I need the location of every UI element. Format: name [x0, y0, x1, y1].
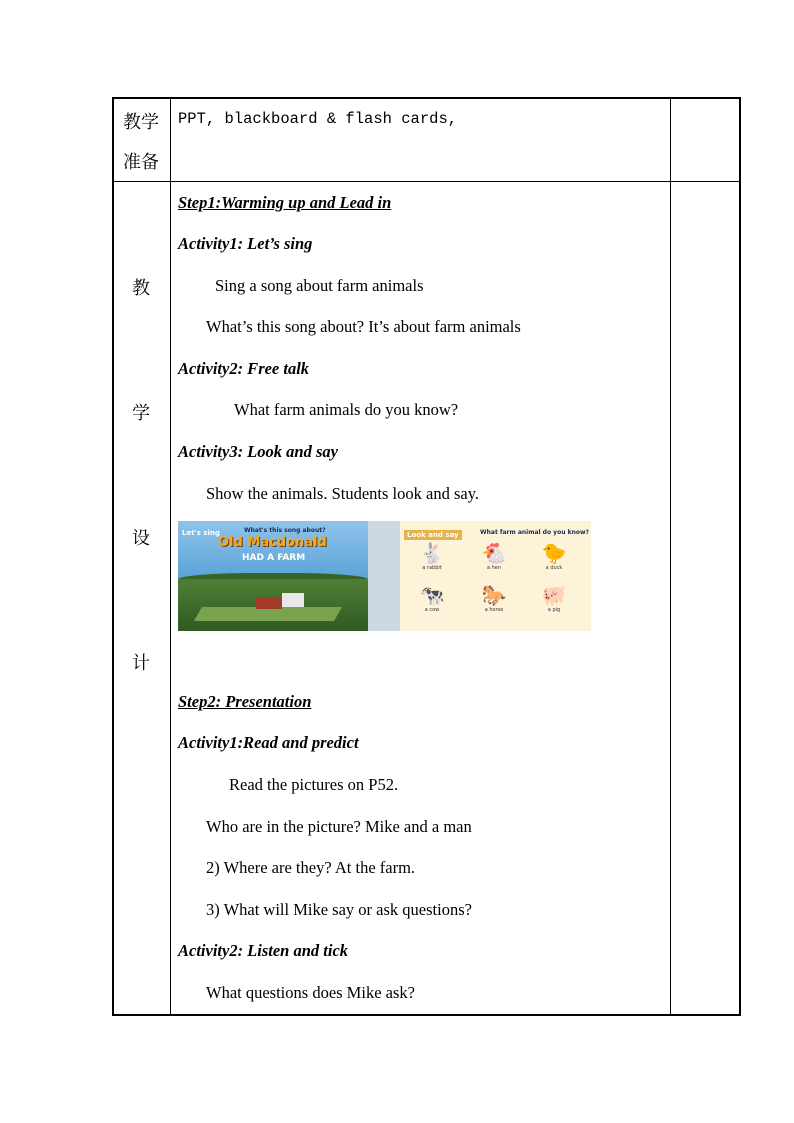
horse-icon: 🐎	[481, 583, 507, 607]
prep-label-line2: 准备	[123, 152, 159, 173]
duck-icon: 🐤	[541, 541, 567, 565]
step1-heading: Step1:Warming up and Lead in	[178, 193, 392, 212]
animal-label: a pig	[547, 607, 561, 613]
animal-label: a cow	[424, 607, 440, 613]
animal-card	[418, 583, 446, 613]
song-title: Old Macdonald	[218, 535, 327, 550]
activity-heading: Activity3: Look and say	[178, 442, 338, 461]
column-divider-1	[170, 97, 171, 1016]
rabbit-icon: 🐇	[419, 541, 445, 565]
animal-label: a duck	[545, 565, 563, 571]
animal-card	[418, 541, 446, 571]
barn-icon	[256, 597, 282, 609]
slide-question: What's this song about?	[244, 527, 326, 534]
song-subtitle: HAD A FARM	[242, 553, 306, 563]
hen-icon: 🐔	[481, 541, 507, 565]
slide-tag: Let's sing	[182, 529, 220, 537]
slide-pictures	[178, 521, 591, 631]
animal-card	[480, 583, 508, 613]
body-line: 3) What will Mike say or ask questions?	[206, 900, 472, 919]
animal-card	[540, 583, 568, 613]
body-line: What’s this song about? It’s about farm animals	[206, 317, 521, 336]
body-line: What questions does Mike ask?	[206, 983, 415, 1002]
design-label-4: 计	[132, 653, 150, 674]
activity-heading: Activity1: Let’s sing	[178, 234, 313, 253]
animal-card	[480, 541, 508, 571]
activity-heading: Activity2: Listen and tick	[178, 941, 349, 960]
column-divider-2	[670, 97, 671, 1016]
prep-label-line1: 教学	[123, 112, 159, 133]
animals-slide	[400, 521, 591, 631]
design-label-2: 学	[132, 403, 150, 424]
animal-label: a hen	[486, 565, 502, 571]
row-divider	[112, 181, 741, 182]
step2-heading: Step2: Presentation	[178, 692, 312, 711]
slide-question: What farm animal do you know?	[480, 529, 589, 536]
body-line: Show the animals. Students look and say.	[206, 484, 479, 503]
slide-tag: Look and say	[404, 530, 462, 540]
animal-label: a horse	[484, 607, 504, 613]
body-line: Read the pictures on P52.	[229, 775, 399, 794]
body-line: Sing a song about farm animals	[215, 276, 424, 295]
animal-label: a rabbit	[422, 565, 442, 571]
farmhouse-icon	[282, 593, 304, 607]
body-line: 2) Where are they? At the farm.	[206, 858, 416, 877]
animal-card	[540, 541, 568, 571]
prep-materials: PPT, blackboard & flash cards,	[178, 110, 458, 128]
design-label-1: 教	[132, 278, 150, 299]
activity-heading: Activity1:Read and predict	[178, 733, 359, 752]
design-label-3: 设	[132, 528, 150, 549]
cow-icon: 🐄	[419, 583, 445, 607]
body-line: What farm animals do you know?	[234, 400, 459, 419]
song-slide	[178, 521, 368, 631]
pig-icon: 🐖	[541, 583, 567, 607]
body-line: Who are in the picture? Mike and a man	[206, 817, 472, 836]
slide-gap	[368, 521, 400, 631]
activity-heading: Activity2: Free talk	[178, 359, 310, 378]
